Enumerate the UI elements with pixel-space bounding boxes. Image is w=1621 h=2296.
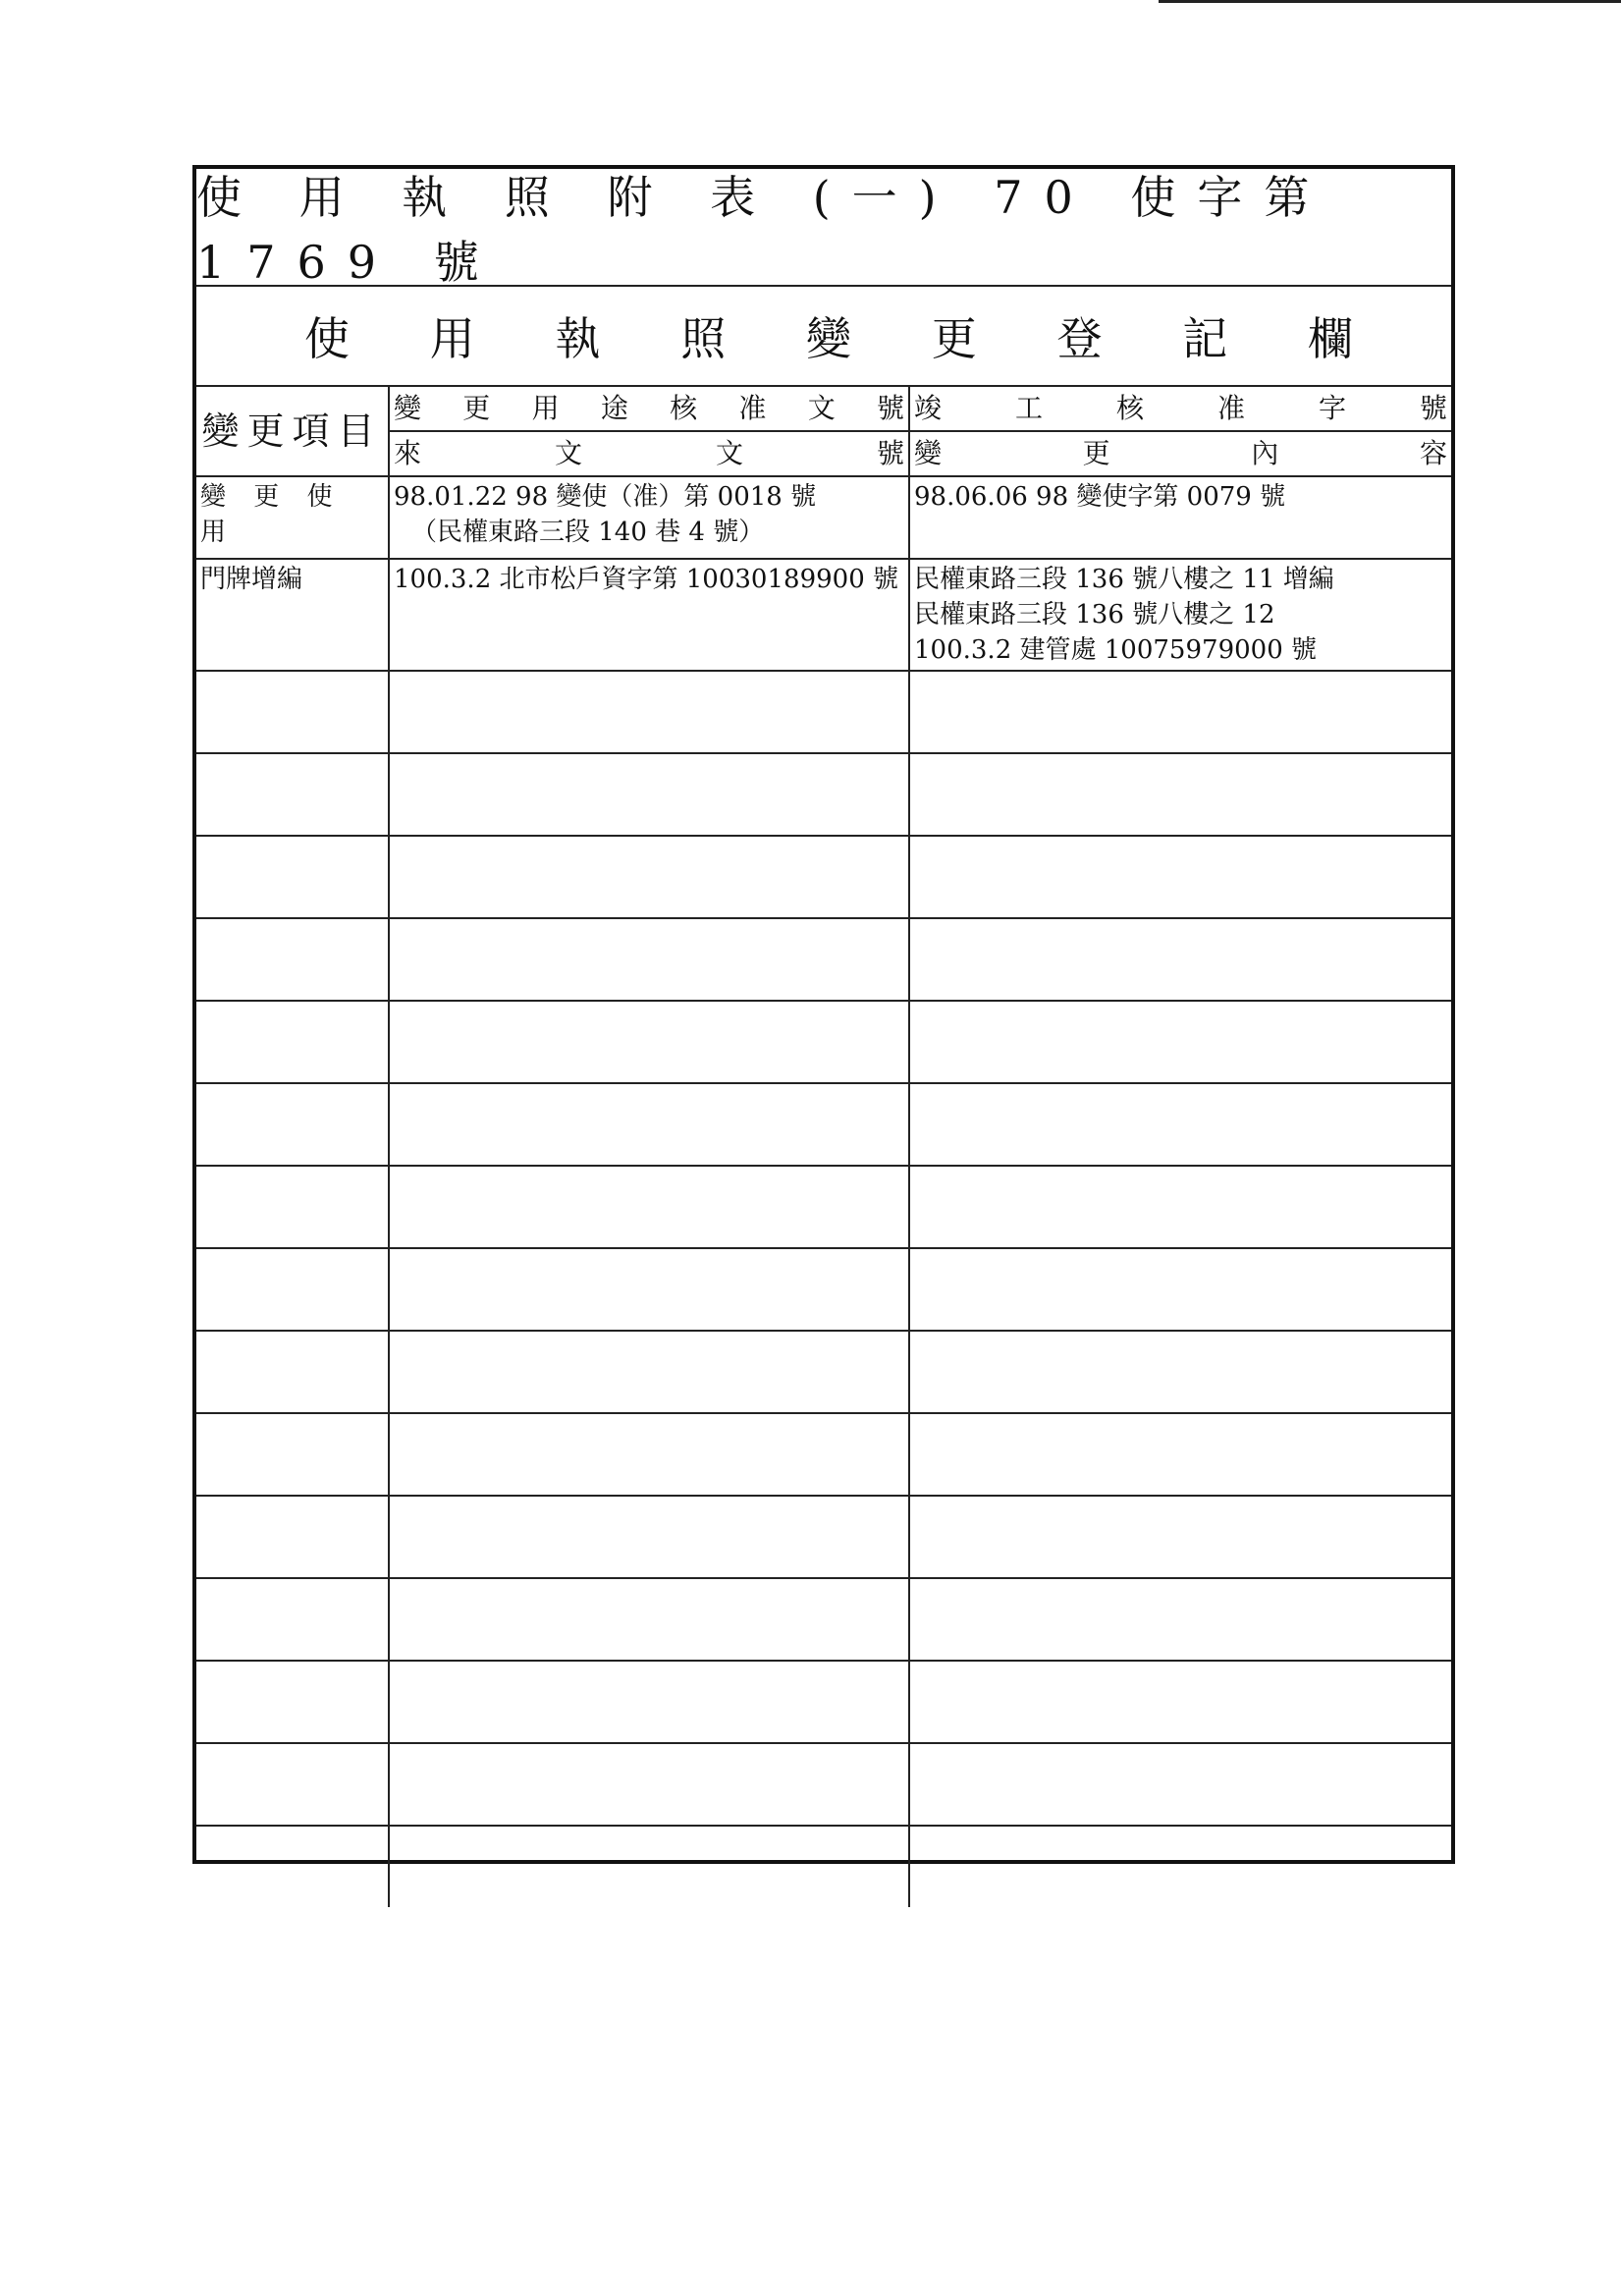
- empty-table-row: [196, 1826, 1451, 1907]
- header-char: 變: [914, 437, 943, 469]
- header-char: 准: [738, 392, 767, 424]
- subtitle-char: 變: [806, 312, 851, 365]
- change-item-cell: 變 更 使 用: [196, 476, 389, 559]
- empty-cell: [389, 1331, 909, 1413]
- header-char: 准: [1216, 392, 1245, 424]
- empty-cell: [909, 1166, 1451, 1248]
- empty-table-row: [196, 1166, 1451, 1248]
- empty-cell: [196, 836, 389, 918]
- empty-cell: [389, 1248, 909, 1331]
- subtitle-char: 照: [680, 312, 727, 365]
- approval-number-cell: [389, 476, 909, 559]
- approval-number-cell: [389, 559, 909, 671]
- empty-cell: [909, 918, 1451, 1001]
- empty-cell: [389, 1578, 909, 1661]
- empty-cell: [909, 1083, 1451, 1166]
- empty-cell: [196, 1248, 389, 1331]
- change-content-cell: [909, 559, 1451, 671]
- header-char: 號: [1419, 392, 1447, 424]
- header-char: 途: [600, 392, 628, 424]
- change-item-cell: 門牌增編: [196, 559, 389, 671]
- empty-cell: [389, 1166, 909, 1248]
- empty-table-row: [196, 1331, 1451, 1413]
- header-char: 字: [1318, 392, 1346, 424]
- empty-cell: [909, 1826, 1451, 1907]
- empty-table-row: [196, 1661, 1451, 1743]
- empty-cell: [909, 836, 1451, 918]
- empty-cell: [196, 1826, 389, 1907]
- empty-cell: [909, 671, 1451, 753]
- empty-cell: [196, 1083, 389, 1166]
- empty-cell: [909, 1248, 1451, 1331]
- subtitle-char: 更: [931, 312, 977, 365]
- table-row: [196, 476, 1451, 559]
- empty-table-row: [196, 1413, 1451, 1496]
- header-char: 內: [1251, 437, 1279, 469]
- empty-cell: [909, 1331, 1451, 1413]
- subtitle-char: 使: [304, 312, 350, 365]
- empty-cell: [389, 1496, 909, 1578]
- empty-table-row: [196, 1001, 1451, 1083]
- empty-cell: [909, 1496, 1451, 1578]
- empty-table-row: [196, 836, 1451, 918]
- empty-cell: [196, 1166, 389, 1248]
- empty-cell: [196, 1413, 389, 1496]
- empty-cell: [389, 1413, 909, 1496]
- header-char: 更: [462, 392, 491, 424]
- header-char: 文: [554, 437, 582, 469]
- empty-table-row: [196, 1248, 1451, 1331]
- page-title: 使 用 執 照 附 表 (一) 70 使字第 1769 號: [196, 169, 1451, 287]
- completion-approval-header: [909, 387, 1451, 431]
- empty-table-row: [196, 1083, 1451, 1166]
- empty-cell: [909, 1661, 1451, 1743]
- header-char: 變: [394, 392, 422, 424]
- cell-text-line: 民權東路三段 136 號八樓之 11 增編: [914, 565, 1334, 594]
- empty-cell: [196, 918, 389, 1001]
- header-char: 更: [1082, 437, 1110, 469]
- change-registry-table: [196, 387, 1451, 1907]
- header-char: 核: [1115, 392, 1144, 424]
- cell-text-line: 98.01.22 98 變使（准）第 0018 號: [394, 482, 817, 512]
- empty-table-row: [196, 918, 1451, 1001]
- table-header-row: [196, 387, 1451, 431]
- header-char: 號: [876, 392, 904, 424]
- empty-table-row: [196, 1496, 1451, 1578]
- empty-cell: [389, 836, 909, 918]
- empty-table-row: [196, 753, 1451, 836]
- header-char: 文: [807, 392, 836, 424]
- header-char: 用: [531, 392, 560, 424]
- empty-cell: [389, 1083, 909, 1166]
- empty-cell: [196, 671, 389, 753]
- header-char: 文: [715, 437, 743, 469]
- header-char: 容: [1419, 437, 1447, 469]
- empty-cell: [196, 1578, 389, 1661]
- empty-cell: [389, 671, 909, 753]
- empty-cell: [909, 1743, 1451, 1826]
- subtitle-char: 用: [429, 312, 475, 365]
- header-char: 來: [394, 437, 422, 469]
- empty-table-row: [196, 671, 1451, 753]
- incoming-document-number-header: [389, 431, 909, 476]
- empty-table-row: [196, 1743, 1451, 1826]
- empty-cell: [909, 1578, 1451, 1661]
- subtitle-char: 欄: [1308, 312, 1353, 365]
- cell-text-line: 民權東路三段 136 號八樓之 12: [914, 600, 1275, 629]
- cell-text-line: 100.3.2 北市松戶資字第 10030189900 號: [394, 565, 898, 594]
- empty-cell: [909, 1413, 1451, 1496]
- header-char: 號: [876, 437, 904, 469]
- empty-cell: [389, 1001, 909, 1083]
- empty-cell: [196, 753, 389, 836]
- empty-cell: [909, 753, 1451, 836]
- top-edge-rule: [1159, 0, 1621, 3]
- approval-number-header: [389, 387, 909, 431]
- cell-text-line: 98.06.06 98 變使字第 0079 號: [914, 482, 1286, 512]
- section-subtitle: [196, 287, 1451, 387]
- empty-cell: [196, 1496, 389, 1578]
- empty-cell: [389, 1743, 909, 1826]
- empty-table-row: [196, 1578, 1451, 1661]
- table-row: [196, 559, 1451, 671]
- change-content-cell: [909, 476, 1451, 559]
- header-char: 竣: [914, 392, 943, 424]
- empty-cell: [389, 918, 909, 1001]
- cell-text-line: （民權東路三段 140 巷 4 號）: [411, 518, 765, 547]
- empty-cell: [389, 753, 909, 836]
- empty-cell: [196, 1743, 389, 1826]
- empty-cell: [196, 1661, 389, 1743]
- empty-cell: [196, 1001, 389, 1083]
- cell-text-line: 100.3.2 建管處 10075979000 號: [914, 635, 1317, 665]
- subtitle-char: 登: [1056, 312, 1103, 365]
- subtitle-char: 執: [555, 312, 601, 365]
- empty-cell: [389, 1826, 909, 1907]
- usage-license-attachment-sheet: [192, 165, 1455, 1864]
- item-column-header: 變更項目: [196, 387, 389, 476]
- empty-cell: [196, 1331, 389, 1413]
- change-content-header: [909, 431, 1451, 476]
- empty-cell: [909, 1001, 1451, 1083]
- empty-cell: [389, 1661, 909, 1743]
- header-char: 工: [1014, 392, 1043, 424]
- header-char: 核: [670, 392, 698, 424]
- subtitle-char: 記: [1182, 312, 1228, 365]
